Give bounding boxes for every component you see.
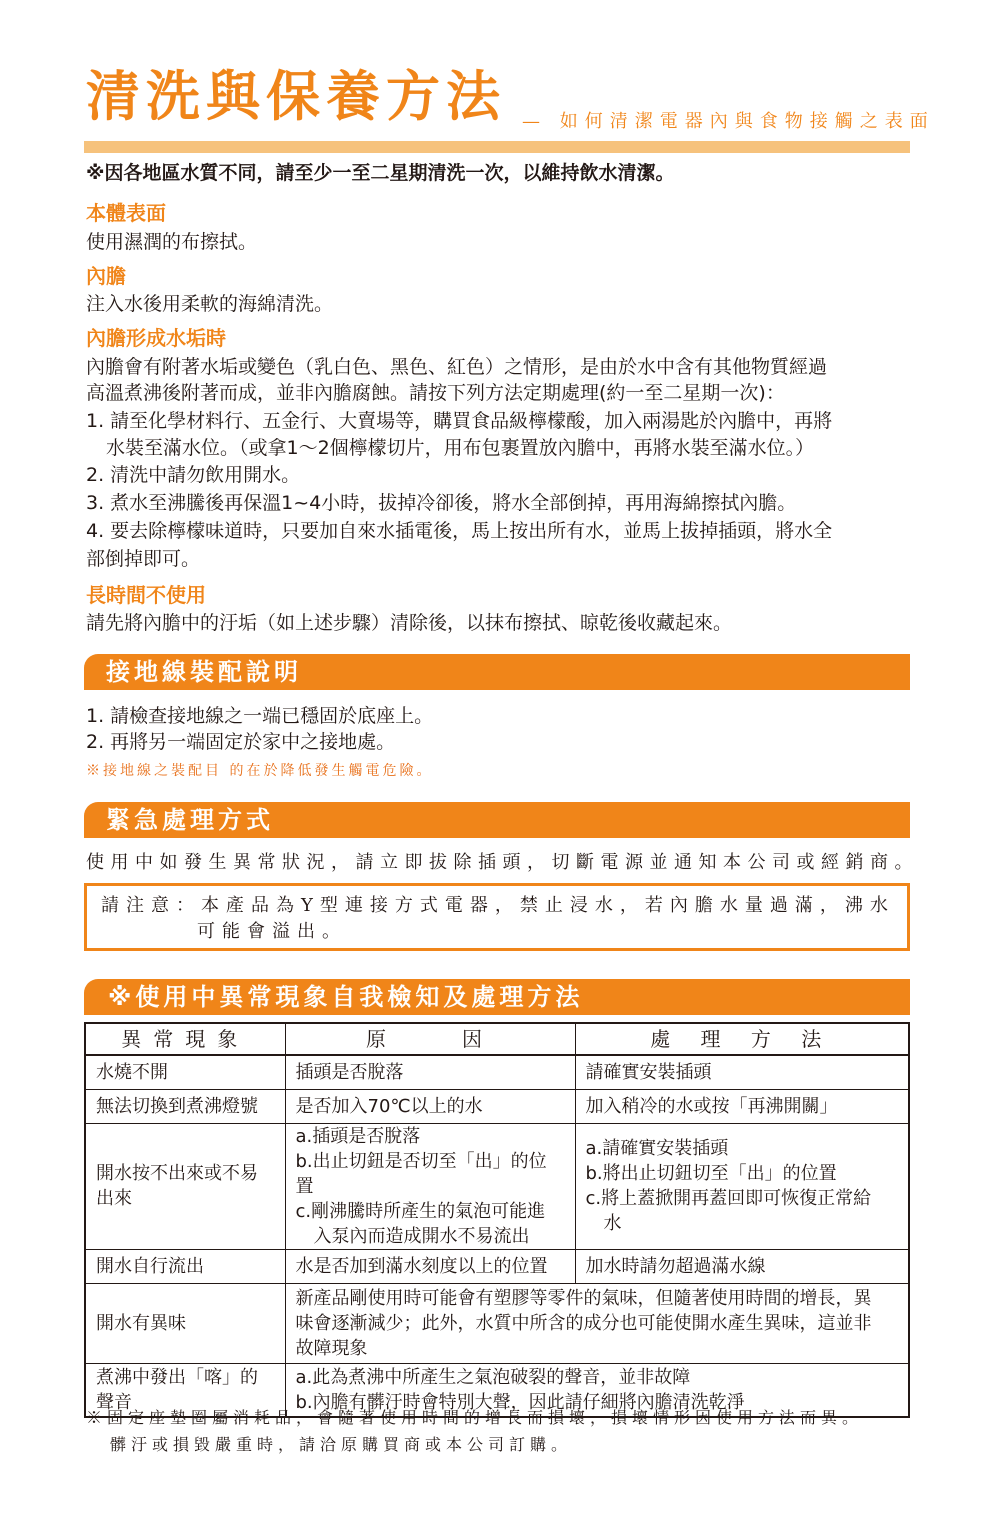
scale-step-1: 1. 請至化學材料行、五金行、大賣場等，購買食品級檸檬酸，加入兩湯匙於內膽中，再將 — [86, 410, 833, 432]
solution-cell: 加水時請勿超過滿水線 — [575, 1249, 909, 1283]
cause-line: 入泵內而造成開水不易流出 — [313, 1225, 530, 1247]
banner-grounding — [84, 654, 910, 690]
scale-step-4-cont: 部倒掉即可。 — [86, 548, 201, 570]
table-header-row — [85, 1023, 909, 1055]
banner-grounding-label: 接地線裝配說明 — [106, 658, 302, 686]
scale-line: 內膽會有附著水垢或變色（乳白色、黑色、紅色）之情形，是由於水中含有其他物質經過 — [86, 356, 828, 378]
footer-note-line-1: ※固定座墊圈屬消耗品，會隨著使用時間的增長而損壞，損壞情形因使用方法而異。 — [86, 1408, 864, 1427]
page-title: 清洗與保養方法 — [86, 65, 506, 128]
section-text-storage: 請先將內膽中的汙垢（如上述步驟）清除後，以抹布擦拭、晾乾後收藏起來。 — [86, 612, 733, 634]
cause-cell: 是否加入70℃以上的水 — [285, 1089, 575, 1123]
cause-line: c.剛沸騰時所產生的氣泡可能進 — [295, 1200, 546, 1222]
solution-cell — [575, 1123, 909, 1249]
cause-solution-line: 故障現象 — [295, 1337, 368, 1359]
banner-emergency-label: 緊急處理方式 — [106, 806, 274, 834]
page-subtitle: — 如何清潔電器內與食物接觸之表面 — [522, 111, 935, 132]
warning-box — [84, 883, 910, 951]
troubleshooting-table — [84, 1022, 910, 1418]
solution-line: 水 — [603, 1213, 622, 1234]
cause-line: b.出止切鈕是否切至「出」的位置 — [295, 1150, 547, 1197]
scale-step-4: 4. 要去除檸檬味道時，只要加自來水插電後，馬上按出所有水，並馬上拔掉插頭，將水全 — [86, 520, 833, 542]
cause-line: a.插頭是否脫落 — [295, 1125, 421, 1147]
cause-solution-line: b.內膽有髒汙時會特別大聲，因此請仔細將內膽清洗乾淨 — [295, 1391, 745, 1413]
section-heading-storage: 長時間不使用 — [86, 583, 206, 607]
section-text-body-surface: 使用濕潤的布擦拭。 — [86, 231, 258, 253]
table-row — [85, 1123, 909, 1249]
symptom-cell: 無法切換到煮沸燈號 — [85, 1089, 285, 1123]
symptom-cell: 開水自行流出 — [85, 1249, 285, 1283]
table-row — [85, 1283, 909, 1363]
banner-troubleshooting — [84, 979, 910, 1015]
cause-cell: 插頭是否脫落 — [285, 1055, 575, 1089]
table-row — [85, 1055, 909, 1089]
footer-note-line-2: 髒汙或損毀嚴重時，請洽原購買商或本公司訂購。 — [110, 1435, 573, 1454]
section-heading-scale: 內膽形成水垢時 — [86, 326, 226, 350]
scale-step-2: 2. 清洗中請勿飲用開水。 — [86, 464, 301, 486]
table-row — [85, 1089, 909, 1123]
symptom-cell: 煮沸中發出「喀」的聲音 — [85, 1363, 285, 1417]
symptom-cell: 開水有異味 — [85, 1283, 285, 1363]
warning-line-2: 可能會溢出。 — [197, 921, 347, 942]
emergency-instruction: 使用中如發生異常狀況，請立即拔除插頭，切斷電源並通知本公司或經銷商。 — [86, 852, 919, 873]
grounding-step-1: 1. 請檢查接地線之一端已穩固於底座上。 — [86, 705, 434, 727]
solution-cell: 請確實安裝插頭 — [575, 1055, 909, 1089]
solution-line: b.將出止切鈕切至「出」的位置 — [585, 1163, 837, 1184]
section-heading-inner-pot: 內膽 — [86, 264, 126, 288]
banner-troubleshooting-label: ※使用中異常現象自我檢知及處理方法 — [108, 983, 584, 1011]
header-symptom: 異常現象 — [85, 1023, 285, 1055]
cause-cell: 水是否加到滿水刻度以上的位置 — [285, 1249, 575, 1283]
header-cause: 原 因 — [285, 1023, 575, 1055]
banner-emergency — [84, 802, 910, 838]
scale-step-1-cont: 水裝至滿水位。（或拿1～2個檸檬切片，用布包裹置放內膽中，再將水裝至滿水位。） — [106, 437, 815, 459]
header-solution: 處 理 方 法 — [575, 1023, 909, 1055]
section-text-inner-pot: 注入水後用柔軟的海綿清洗。 — [86, 293, 334, 315]
warning-line-1: 請注意：本產品為Y型連接方式電器，禁止浸水，若內膽水量過滿，沸水 — [101, 895, 895, 916]
solution-line: c.將上蓋掀開再蓋回即可恢復正常給 — [585, 1188, 872, 1209]
cause-solution-line: 新產品剛使用時可能會有塑膠等零件的氣味，但隨著使用時間的增長，異 — [295, 1287, 872, 1309]
scale-line: 高溫煮沸後附著而成，並非內膽腐蝕。請按下列方法定期處理(約一至二星期一次)： — [86, 382, 785, 404]
symptom-cell: 開水按不出來或不易出來 — [85, 1123, 285, 1249]
table-row — [85, 1249, 909, 1283]
grounding-note: ※接地線之裝配目 的在於降低發生觸電危險。 — [86, 763, 434, 779]
cause-cell — [285, 1123, 575, 1249]
solution-line: a.請確實安裝插頭 — [585, 1138, 729, 1159]
cause-solution-line: 味會逐漸減少；此外，水質中所含的成分也可能使開水產生異味，這並非 — [295, 1312, 872, 1334]
solution-cell: 加入稍冷的水或按「再沸開關」 — [575, 1089, 909, 1123]
title-underline-bar — [84, 141, 910, 153]
water-quality-notice: ※因各地區水質不同，請至少一至二星期清洗一次，以維持飲水清潔。 — [86, 162, 675, 184]
cause-solution-cell — [285, 1283, 909, 1363]
section-heading-body-surface: 本體表面 — [86, 201, 166, 225]
grounding-step-2: 2. 再將另一端固定於家中之接地處。 — [86, 731, 396, 753]
symptom-cell: 水燒不開 — [85, 1055, 285, 1089]
scale-step-3: 3. 煮水至沸騰後再保溫1~4小時，拔掉冷卻後，將水全部倒掉，再用海綿擦拭內膽。 — [86, 492, 797, 514]
cause-solution-line: a.此為煮沸中所產生之氣泡破裂的聲音，並非故障 — [295, 1366, 691, 1388]
